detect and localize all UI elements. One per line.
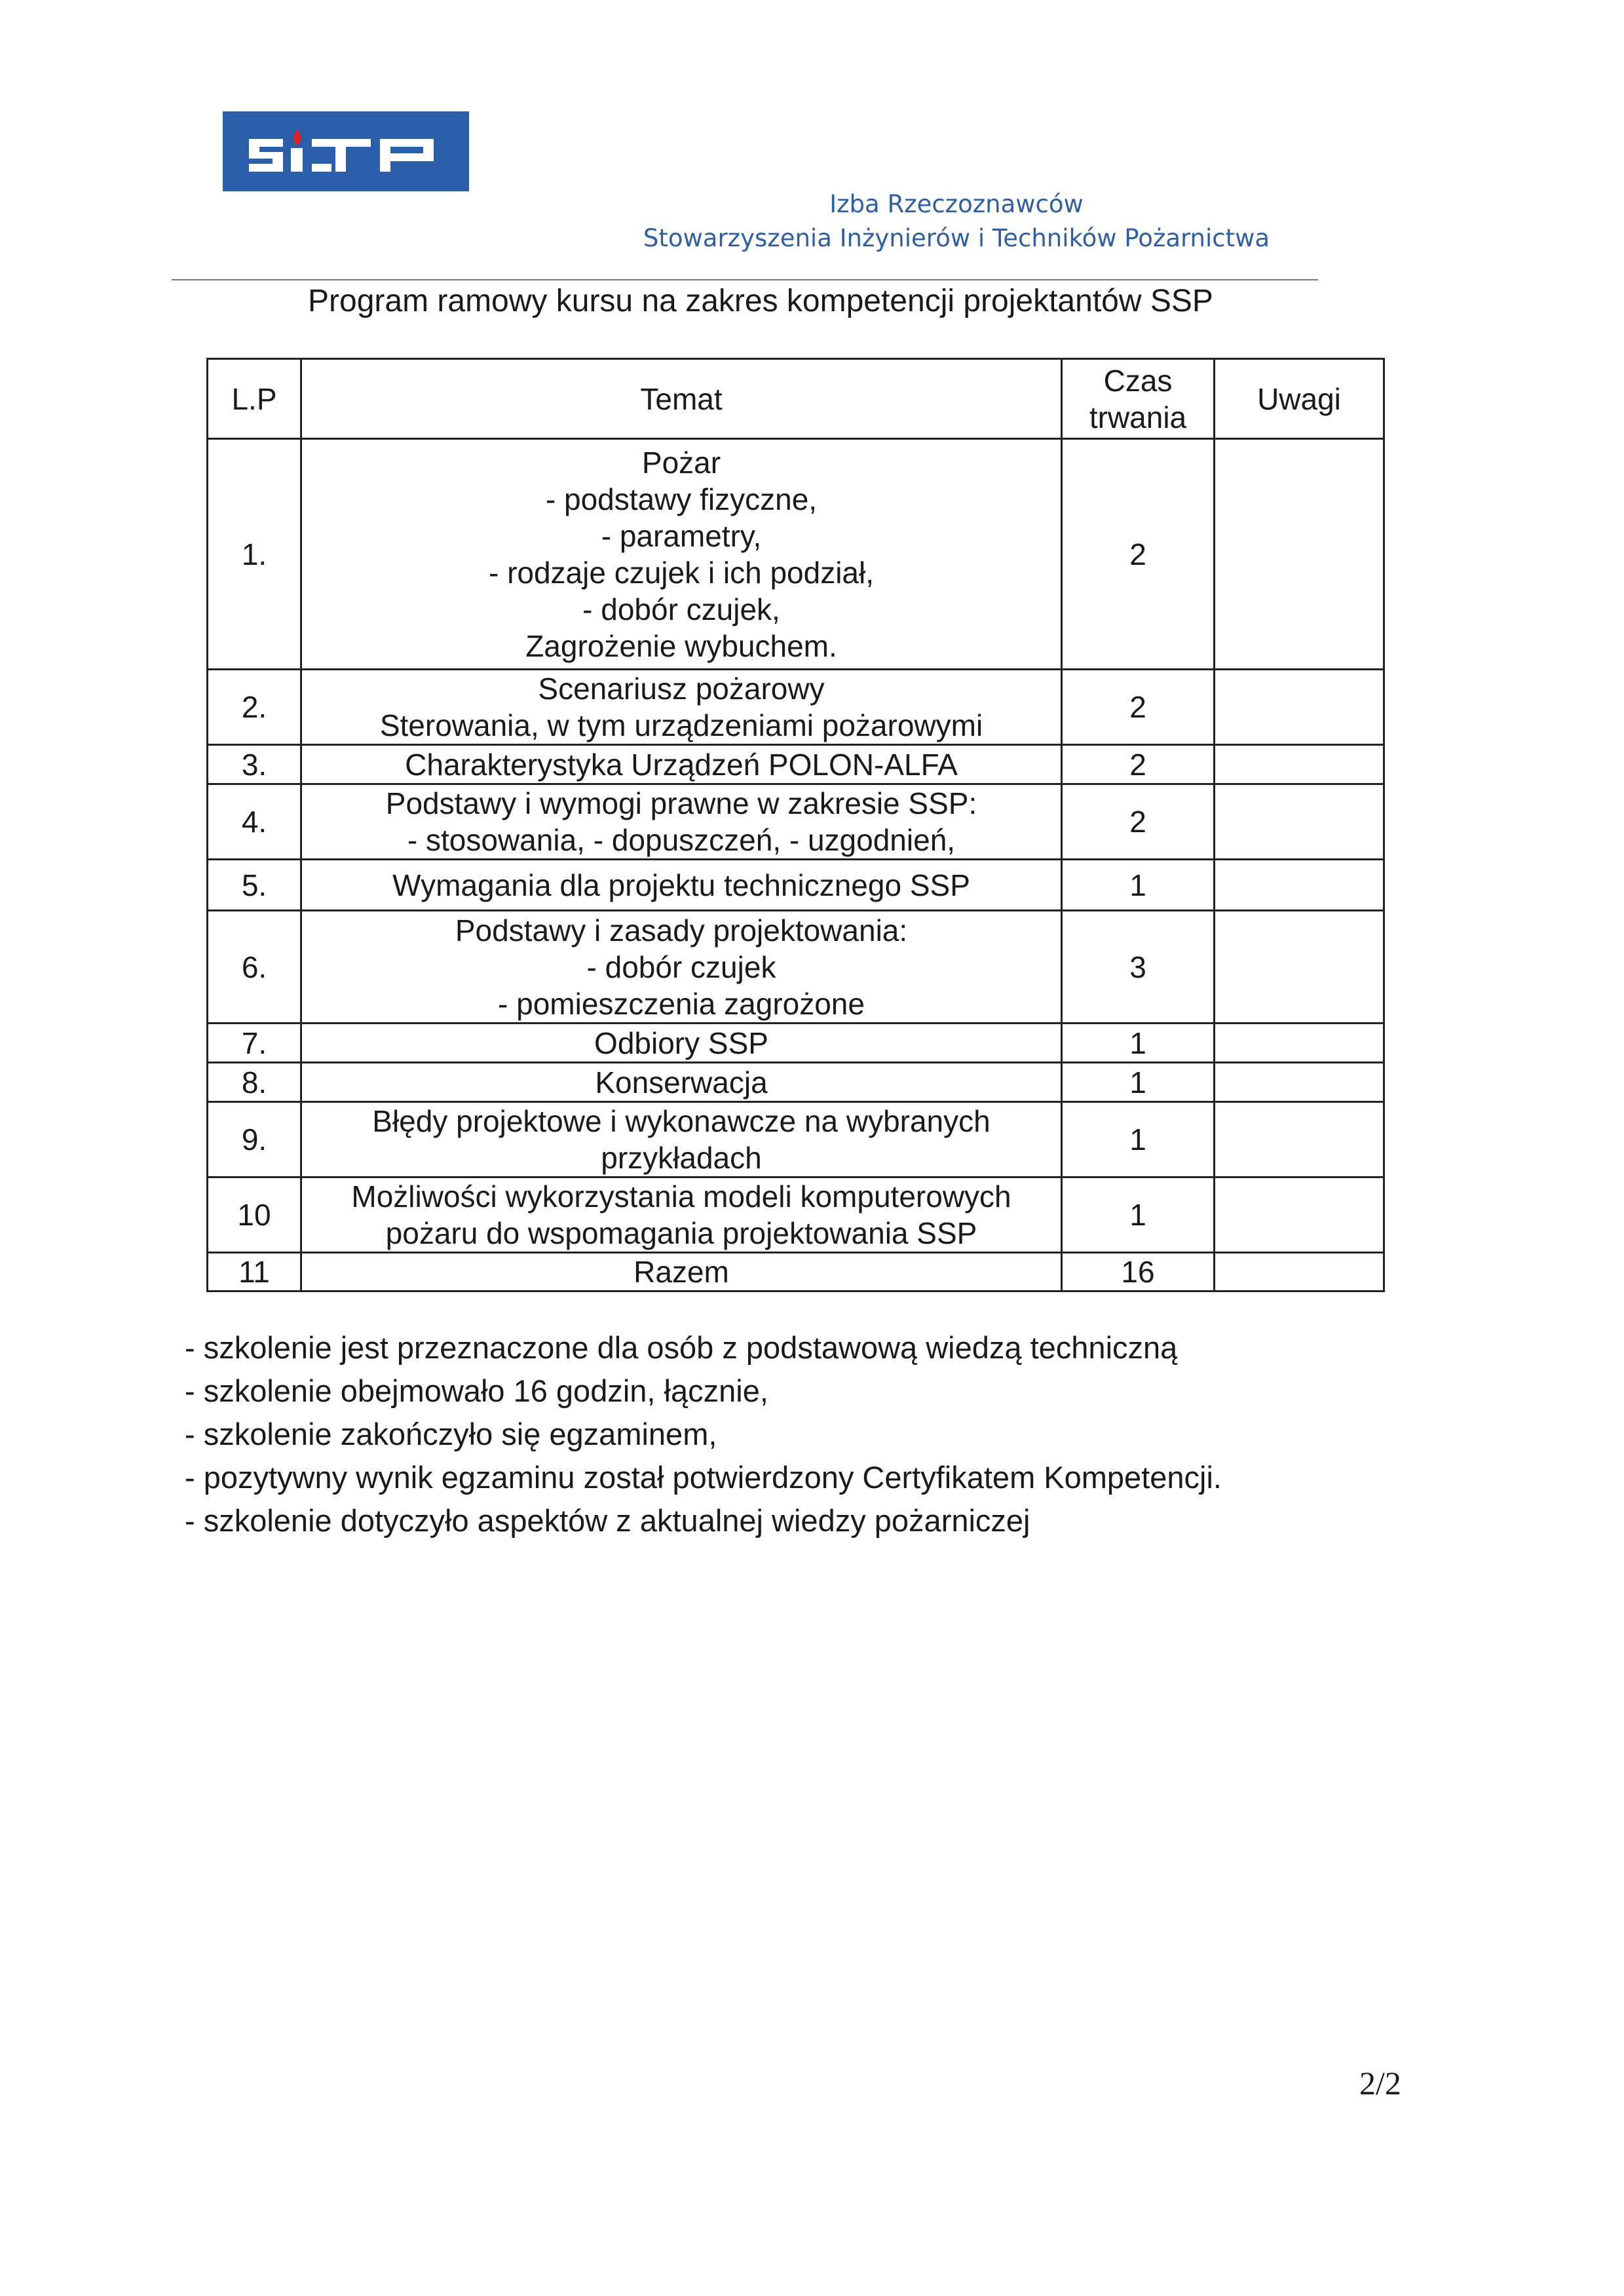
row-number: 2. xyxy=(208,670,301,745)
topic-line: - stosowania, - dopuszczeń, - uzgodnień, xyxy=(407,823,956,857)
row-duration: 1 xyxy=(1062,860,1215,911)
note-item: - szkolenie obejmowało 16 godzin, łącznie, xyxy=(185,1373,768,1408)
table-row xyxy=(208,911,1384,1024)
row-remarks xyxy=(1215,1024,1384,1063)
table-body xyxy=(208,439,1384,1292)
topic-line: - rodzaje czujek i ich podział, xyxy=(488,555,875,590)
topic-line: Charakterystyka Urządzeń POLON-ALFA xyxy=(405,747,958,782)
row-number: 6. xyxy=(208,911,301,1024)
row-duration: 1 xyxy=(1062,1102,1215,1177)
row-duration: 16 xyxy=(1062,1253,1215,1292)
row-topic xyxy=(301,745,1062,784)
topic-line: Sterowania, w tym urządzeniami pożarowymi xyxy=(379,708,983,742)
row-remarks xyxy=(1215,1063,1384,1102)
row-remarks xyxy=(1215,439,1384,670)
note-item: - szkolenie jest przeznaczone dla osób z podstawową wiedzą techniczną xyxy=(185,1330,1178,1365)
topic-line: - dobór czujek xyxy=(586,949,776,984)
table-row xyxy=(208,860,1384,911)
row-duration: 2 xyxy=(1062,670,1215,745)
row-topic xyxy=(301,670,1062,745)
topic-line: pożaru do wspomagania projektowania SSP xyxy=(385,1216,977,1250)
row-remarks xyxy=(1215,911,1384,1024)
table-row xyxy=(208,1063,1384,1102)
document-title: Program ramowy kursu na zakres kompetencji projektantów SSP xyxy=(308,284,1213,318)
row-number: 10 xyxy=(208,1177,301,1253)
table-row xyxy=(208,1177,1384,1253)
table-row xyxy=(208,670,1384,745)
row-remarks xyxy=(1215,1253,1384,1292)
table-row xyxy=(208,745,1384,784)
organization-name xyxy=(576,187,1336,256)
course-program-table xyxy=(206,358,1385,1292)
notes-list xyxy=(185,1326,1222,1542)
sitp-logo xyxy=(223,111,469,191)
row-topic xyxy=(301,1102,1062,1177)
topic-line: - dobór czujek, xyxy=(582,592,780,626)
row-number: 5. xyxy=(208,860,301,911)
row-remarks xyxy=(1215,745,1384,784)
topic-line: Błędy projektowe i wykonawcze na wybranych xyxy=(372,1104,991,1138)
note-item: - pozytywny wynik egzaminu został potwierdzony Certyfikatem Kompetencji. xyxy=(185,1460,1222,1495)
row-topic xyxy=(301,784,1062,860)
row-duration: 2 xyxy=(1062,784,1215,860)
row-duration: 2 xyxy=(1062,745,1215,784)
row-duration: 1 xyxy=(1062,1063,1215,1102)
row-remarks xyxy=(1215,784,1384,860)
header-czas-line1: Czas xyxy=(1103,363,1173,398)
organization-line-1: Izba Rzeczoznawców xyxy=(829,190,1084,218)
note-item: - szkolenie dotyczyło aspektów z aktualnej wiedzy pożarniczej xyxy=(185,1503,1030,1538)
row-topic xyxy=(301,1253,1062,1292)
row-remarks xyxy=(1215,670,1384,745)
topic-line: przykładach xyxy=(601,1141,762,1175)
row-topic xyxy=(301,1177,1062,1253)
row-duration: 1 xyxy=(1062,1177,1215,1253)
table-header-row xyxy=(208,359,1384,439)
table-row xyxy=(208,1253,1384,1292)
row-topic xyxy=(301,1024,1062,1063)
row-topic xyxy=(301,860,1062,911)
row-number: 1. xyxy=(208,439,301,670)
header-czas-line2: trwania xyxy=(1089,400,1187,434)
row-duration: 1 xyxy=(1062,1024,1215,1063)
header-czas xyxy=(1062,359,1215,439)
topic-line: Odbiory SSP xyxy=(594,1025,768,1060)
row-remarks xyxy=(1215,1177,1384,1253)
topic-line: Scenariusz pożarowy xyxy=(538,672,825,706)
table-row xyxy=(208,784,1384,860)
topic-line: Podstawy i wymogi prawne w zakresie SSP: xyxy=(385,786,977,820)
row-remarks xyxy=(1215,1102,1384,1177)
header-divider xyxy=(172,279,1318,280)
header-temat: Temat xyxy=(301,359,1062,439)
row-remarks xyxy=(1215,860,1384,911)
organization-line-2: Stowarzyszenia Inżynierów i Techników Pożarnictwa xyxy=(643,224,1270,252)
row-number: 11 xyxy=(208,1253,301,1292)
row-duration: 3 xyxy=(1062,911,1215,1024)
topic-line: - podstawy fizyczne, xyxy=(545,482,818,516)
row-topic xyxy=(301,1063,1062,1102)
row-number: 7. xyxy=(208,1024,301,1063)
header-uwagi: Uwagi xyxy=(1215,359,1384,439)
row-number: 4. xyxy=(208,784,301,860)
row-number: 3. xyxy=(208,745,301,784)
topic-line: Podstawy i zasady projektowania: xyxy=(455,913,908,947)
topic-line: - parametry, xyxy=(601,518,762,553)
row-topic xyxy=(301,439,1062,670)
table-row xyxy=(208,1024,1384,1063)
row-number: 8. xyxy=(208,1063,301,1102)
topic-line: - pomieszczenia zagrożone xyxy=(498,986,865,1021)
table-row xyxy=(208,1102,1384,1177)
topic-line: Razem xyxy=(633,1255,729,1289)
header-lp: L.P xyxy=(208,359,301,439)
row-topic xyxy=(301,911,1062,1024)
sitp-logo-mark xyxy=(223,111,469,191)
topic-line: Możliwości wykorzystania modeli komputerowych xyxy=(351,1179,1011,1214)
topic-line: Konserwacja xyxy=(595,1065,768,1100)
table-row xyxy=(208,439,1384,670)
topic-line: Zagrożenie wybuchem. xyxy=(525,628,837,663)
row-duration: 2 xyxy=(1062,439,1215,670)
note-item: - szkolenie zakończyło się egzaminem, xyxy=(185,1417,717,1451)
row-number: 9. xyxy=(208,1102,301,1177)
topic-line: Pożar xyxy=(641,445,721,480)
page-number: 2/2 xyxy=(1359,2065,1401,2101)
topic-line: Wymagania dla projektu technicznego SSP xyxy=(392,868,970,902)
